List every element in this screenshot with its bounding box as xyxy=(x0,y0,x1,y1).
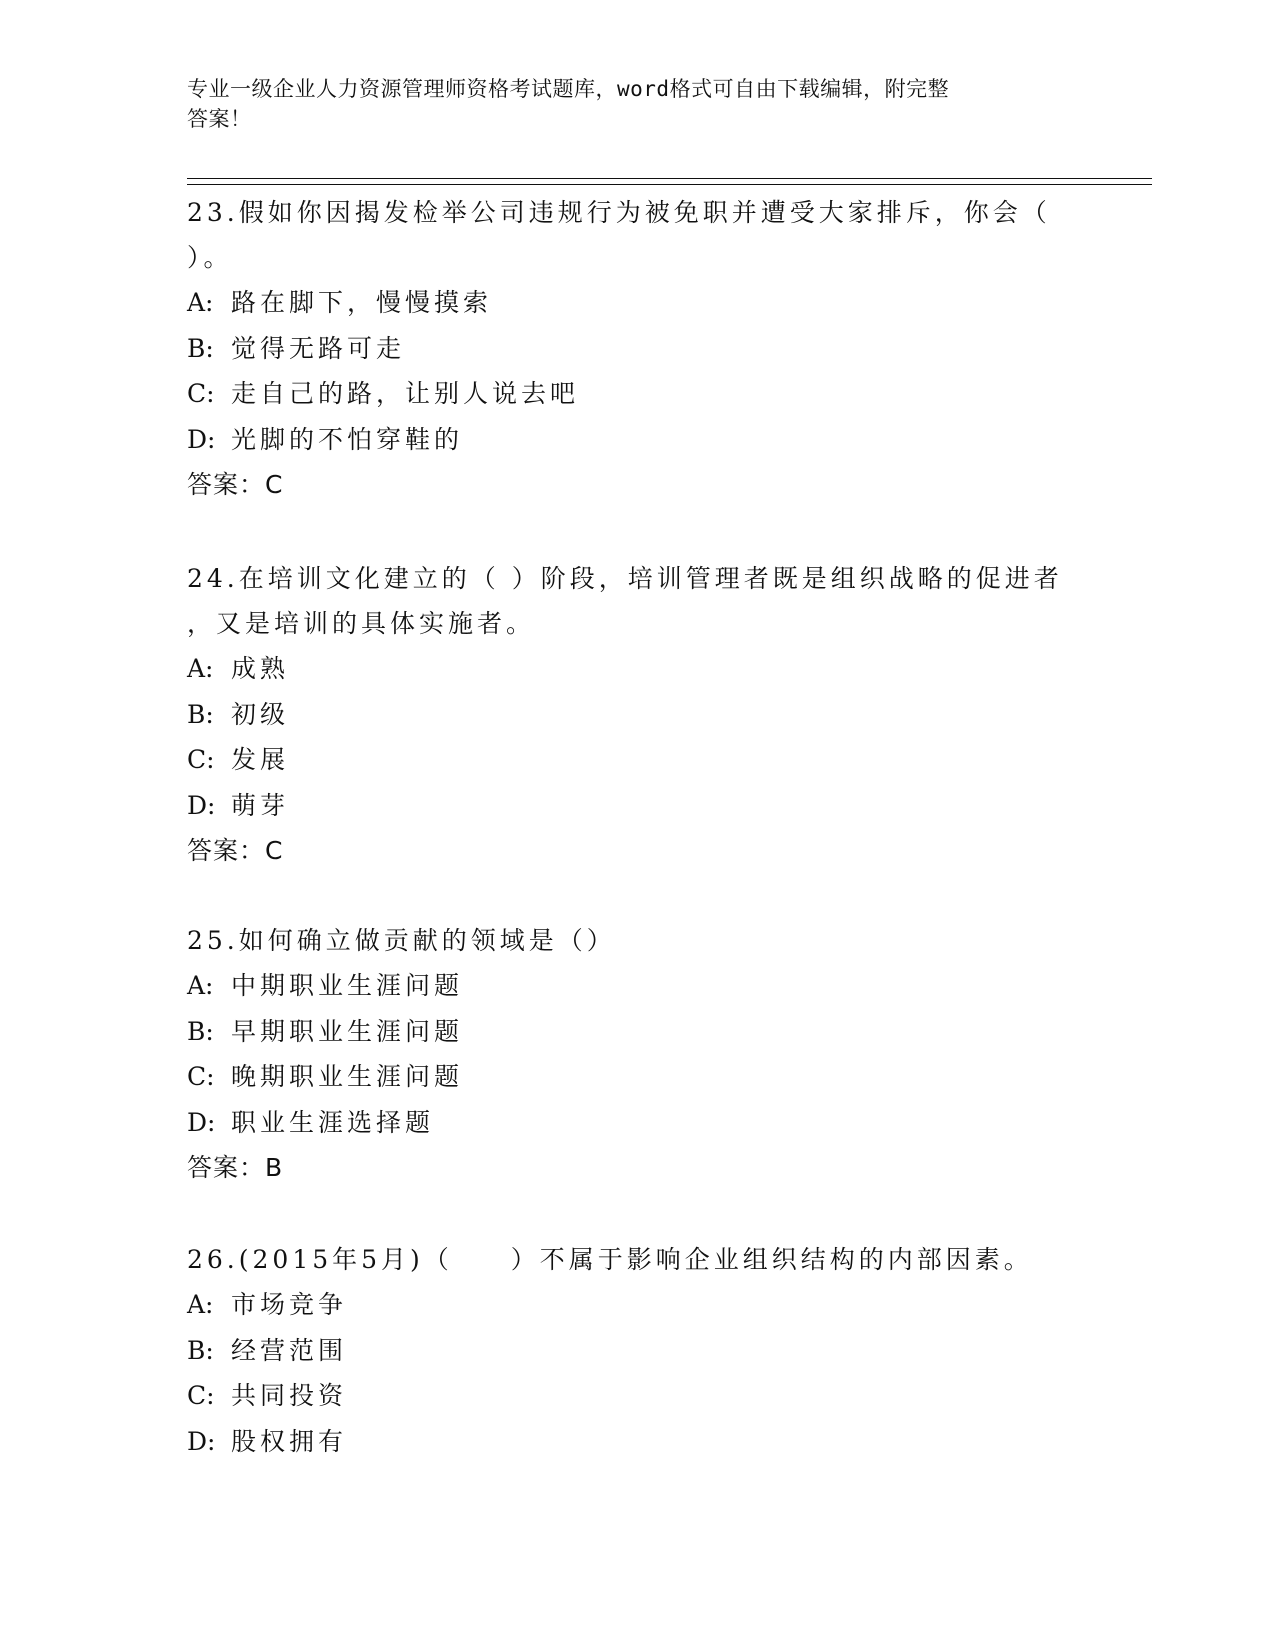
option-text: 萌芽 xyxy=(231,790,290,820)
option-letter: A: xyxy=(187,971,214,1000)
option-c xyxy=(187,1054,1087,1100)
answer-line: 答案：B xyxy=(187,1153,284,1182)
option-b xyxy=(187,1009,1087,1055)
option-letter: A: xyxy=(187,654,214,683)
option-text: 成熟 xyxy=(231,654,290,683)
option-letter: D: xyxy=(187,1426,216,1456)
option-letter: B: xyxy=(187,1016,214,1046)
option-d xyxy=(187,1419,1087,1465)
option-a xyxy=(187,646,1087,692)
answer-line: 答案：C xyxy=(187,470,284,499)
option-a xyxy=(187,280,1087,326)
option-letter: C: xyxy=(187,379,215,408)
header-divider-top xyxy=(187,178,1152,179)
option-d xyxy=(187,1100,1087,1146)
option-letter: D: xyxy=(187,1107,216,1137)
option-text: 路在脚下，慢慢摸索 xyxy=(231,288,493,317)
question-25 xyxy=(187,918,1087,1190)
question-stem-line: ）。 xyxy=(187,243,233,272)
option-text: 初级 xyxy=(231,699,290,729)
option-letter: B: xyxy=(187,1335,214,1365)
question-stem-line: 24.在培训文化建立的（ ）阶段，培训管理者既是组织战略的促进者 xyxy=(187,564,1063,593)
option-text: 市场竞争 xyxy=(231,1290,348,1319)
document-header xyxy=(187,74,1087,134)
option-text: 觉得无路可走 xyxy=(231,333,406,363)
question-stem-line: ，又是培训的具体实施者。 xyxy=(187,609,536,638)
option-a xyxy=(187,963,1087,1009)
option-b xyxy=(187,326,1087,372)
option-c xyxy=(187,1373,1087,1419)
option-letter: B: xyxy=(187,699,214,729)
option-d xyxy=(187,783,1087,829)
option-c xyxy=(187,371,1087,417)
answer-line: 答案：C xyxy=(187,836,284,865)
option-text: 经营范围 xyxy=(231,1335,348,1365)
option-text: 晚期职业生涯问题 xyxy=(231,1062,464,1091)
option-text: 中期职业生涯问题 xyxy=(231,971,464,1000)
option-text: 早期职业生涯问题 xyxy=(231,1016,464,1046)
option-text: 共同投资 xyxy=(231,1381,348,1410)
header-divider-bottom xyxy=(187,184,1152,185)
option-b xyxy=(187,1328,1087,1374)
header-line-1: 专业一级企业人力资源管理师资格考试题库，word格式可自由下载编辑，附完整 xyxy=(187,77,950,101)
option-text: 光脚的不怕穿鞋的 xyxy=(231,424,464,454)
option-d xyxy=(187,417,1087,463)
option-letter: D: xyxy=(187,424,216,454)
option-letter: B: xyxy=(187,333,214,363)
option-b xyxy=(187,692,1087,738)
question-stem-line: 25.如何确立做贡献的领域是（） xyxy=(187,926,616,955)
option-letter: C: xyxy=(187,1062,215,1091)
option-letter: C: xyxy=(187,1381,215,1410)
option-letter: C: xyxy=(187,745,215,774)
question-23 xyxy=(187,190,1087,507)
option-letter: A: xyxy=(187,1290,214,1319)
question-24 xyxy=(187,556,1087,873)
question-stem-line: 23.假如你因揭发检举公司违规行为被免职并遭受大家排斥，你会（ xyxy=(187,198,1051,227)
option-letter: A: xyxy=(187,288,214,317)
option-text: 发展 xyxy=(231,745,290,774)
option-letter: D: xyxy=(187,790,216,820)
option-text: 走自己的路，让别人说去吧 xyxy=(231,379,580,408)
question-stem-line: 26.(2015年5月)（ ）不属于影响企业组织结构的内部因素。 xyxy=(187,1245,1033,1274)
option-c xyxy=(187,737,1087,783)
option-text: 职业生涯选择题 xyxy=(231,1107,435,1137)
option-a xyxy=(187,1282,1087,1328)
header-line-2: 答案！ xyxy=(187,107,252,131)
question-26 xyxy=(187,1237,1087,1464)
option-text: 股权拥有 xyxy=(231,1426,348,1456)
